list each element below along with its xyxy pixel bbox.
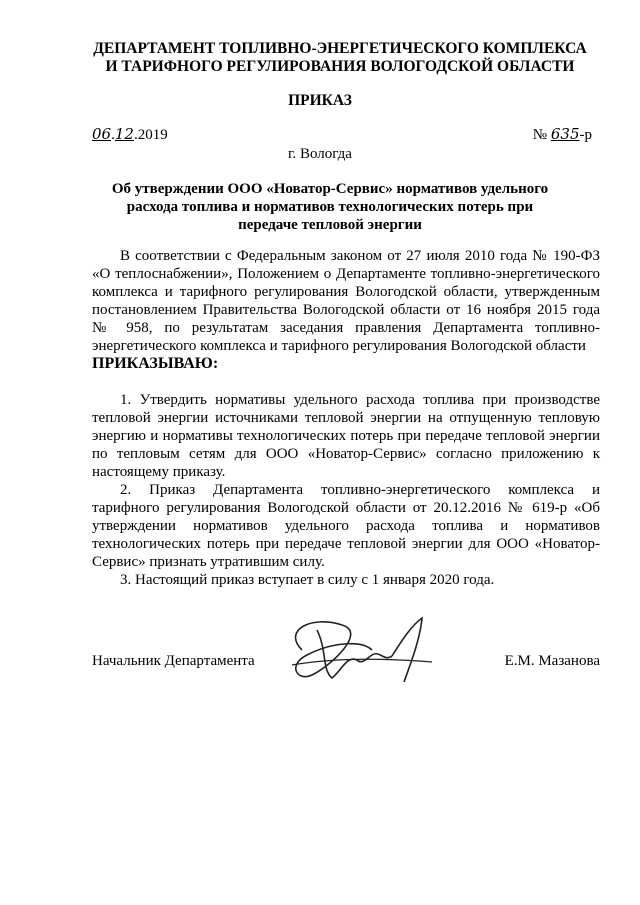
- order-word: ПРИКАЗЫВАЮ:: [92, 355, 219, 372]
- signatory-name: Е.М. Мазанова: [504, 653, 600, 669]
- signatory-title: Начальник Департамента: [92, 653, 255, 669]
- number-prefix: №: [532, 127, 548, 143]
- order-item-1: 1. Утвердить нормативы удельного расхода топлива при производстве тепловой энергии источниками тепловой энергии на отпущенную тепловую энергию и нормативы технологических потерь при передаче тепловой энергии по тепловым сетям для ООО «Новатор-Сервис» согласно приложению к настоящему приказу.: [92, 392, 600, 480]
- order-item-3: 3. Настоящий приказ вступает в силу с 1 января 2020 года.: [120, 572, 495, 588]
- order-date: 06.12.2019: [92, 125, 168, 143]
- order-subject: Об утверждении ООО «Новатор-Сервис» нормативов удельного расхода топлива и нормативов технологических потерь при передаче тепловой энергии: [111, 181, 549, 233]
- date-year: 2019: [137, 127, 168, 143]
- date-month: 12: [114, 125, 134, 143]
- header-line-2: И ТАРИФНОГО РЕГУЛИРОВАНИЯ ВОЛОГОДСКОЙ ОБЛАСТИ: [105, 58, 575, 75]
- document-type-title: ПРИКАЗ: [288, 92, 352, 109]
- order-number: [533, 125, 592, 144]
- preamble-paragraph: В соответствии с Федеральным законом от 27 июля 2010 года № 190-ФЗ «О теплоснабжении», Положением о Департаменте топливно-энергетического комплекса и тарифного регулирования Вологодской области, утвержденным постановлением Правительства Вологодской области от 16 ноября 2015 года № 958, по результатам заседания правления Департамента топливно-энергетического комплекса и тарифного регулирования Вологодской области: [92, 248, 600, 354]
- number-suffix: -р: [579, 127, 592, 143]
- number-value: 635: [550, 125, 580, 143]
- date-day: 06: [92, 125, 112, 143]
- department-header: [60, 40, 620, 76]
- handwritten-signature: [272, 610, 452, 690]
- city: г. Вологда: [288, 146, 352, 162]
- header-line-1: ДЕПАРТАМЕНТ ТОПЛИВНО-ЭНЕРГЕТИЧЕСКОГО КОМПЛЕКСА: [93, 40, 587, 57]
- order-item-2: 2. Приказ Департамента топливно-энергетического комплекса и тарифного регулирования Вологодской области от 20.12.2016 № 619-р «Об утверждении нормативов удельного расхода топлива и нормативов технологических потерь при передаче тепловой энергии для ООО «Новатор-Сервис» признать утратившим силу.: [92, 482, 600, 570]
- order-body: [92, 247, 600, 589]
